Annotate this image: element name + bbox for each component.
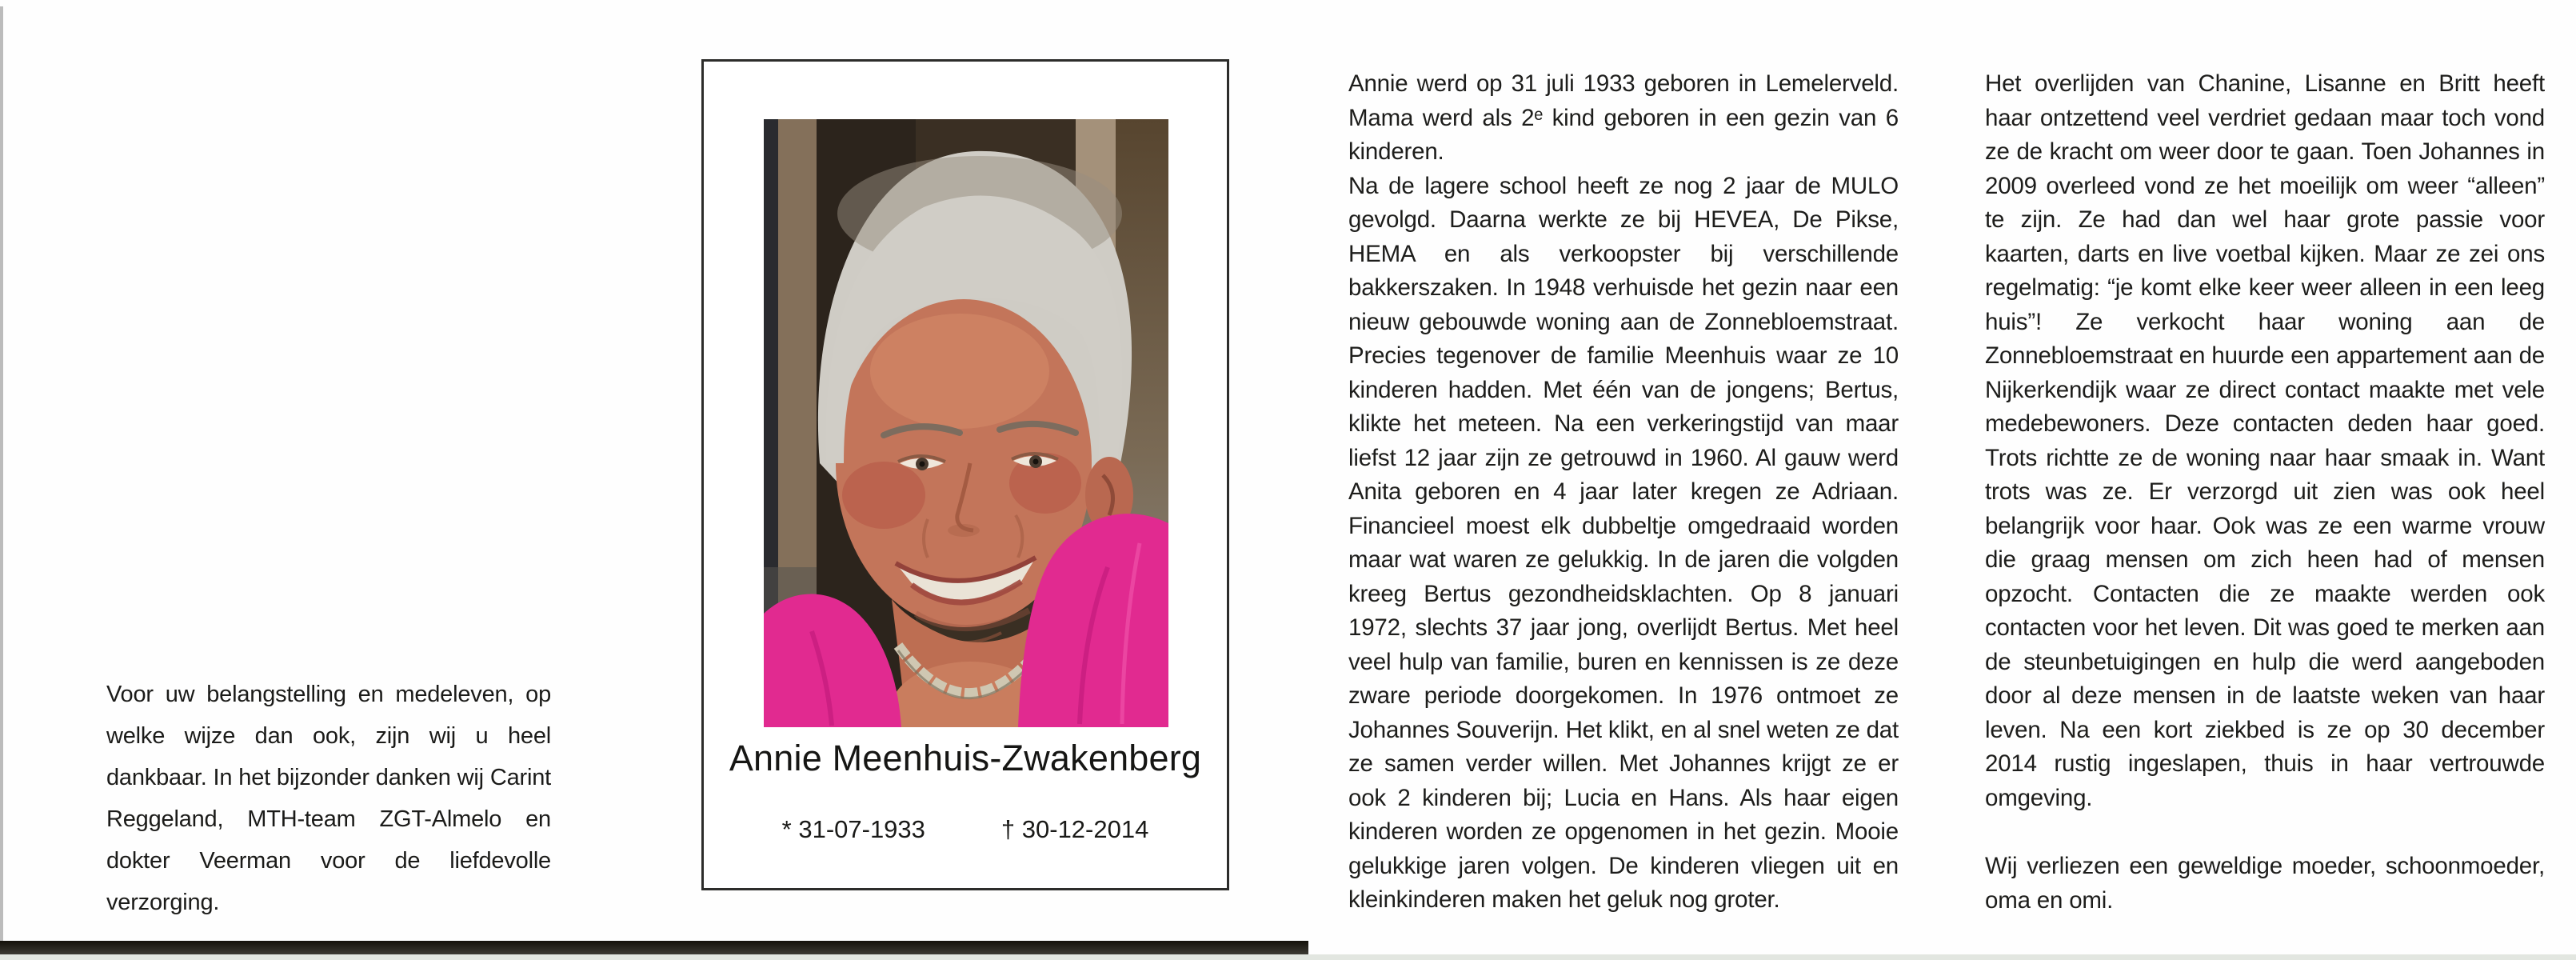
scan-bottom-edge [0, 941, 1308, 954]
scan-bottom-shadow [0, 954, 2576, 960]
life-dates [704, 815, 1227, 844]
life-story-paragraph: Het overlijden van Chanine, Lisanne en Britt heeft haar ontzettend veel verdriet gedaan maar toch vond ze de kracht om weer door te gaan. Toen Johannes in 2009 overleed vond ze het moeilijk om weer “alleen” te zijn. Ze had dan wel haar grote passie voor kaarten, darts en live voetbal kijken. Maar ze zei ons regelmatig: “je komt elke keer weer alleen in een leeg huis”! Ze verkocht haar woning aan de Zonnebloemstraat en huurde een appartement aan de Nijkerkendijk waar ze direct contact maakte met vele medebewoners. Deze contacten deden haar goed. Trots richtte ze de woning naar haar smaak in. Want trots was ze. Er verzorgd uit zien was ook heel belangrijk voor haar. Ook was ze een warme vrouw die graag mensen om zich heen had of mensen opzocht. Contacten die ze maakte werden ook contacten voor het leven. Dit was goed te merken aan de steunbetuigingen en hulp die werd aangeboden door al deze mensen in de laatste weken van haar leven. Na een kort ziekbed is ze op 30 december 2014 rustig ingeslapen, thuis in haar vertrouwde omgeving. [1985, 70, 2545, 811]
deceased-name: Annie Meenhuis-Zwakenberg [729, 738, 1202, 778]
life-story-column-1 [1348, 67, 1899, 918]
death-date: † 30-12-2014 [1000, 815, 1149, 843]
closing-line: Wij verliezen een geweldige moeder, schoonmoeder, oma en omi. [1985, 853, 2545, 914]
memorial-card-front [701, 59, 1229, 890]
life-story-paragraph: Na de lagere school heeft ze nog 2 jaar de MULO gevolgd. Daarna werkte ze bij HEVEA, De Pikse, HEMA en als verkoopster bij verschillende bakkerszaken. In 1948 verhuisde het gezin naar een nieuw gebouwde woning aan de Zonnebloemstraat. Precies tegenover de familie Meenhuis waar ze 10 kinderen hadden. Met één van de jongens; Bertus, klikte het meteen. Na een verkeringstijd van maar liefst 12 jaar zijn ze getrouwd in 1960. Al gauw werd Anita geboren en 4 jaar later kregen ze Adriaan. Financieel moest elk dubbeltje omgedraaid worden maar wat waren ze gelukkig. In de jaren die volgden kreeg Bertus gezondheidsklachten. Op 8 januari 1972, slechts 37 jaar jong, overlijdt Bertus. Met heel veel hulp van familie, buren en kennissen is ze deze zware periode doorgekomen. In 1976 ontmoet ze Johannes Souverijn. Het klikt, en al snel weten ze dat ze samen verder willen. Met Johannes krijgt ze er ook 2 kinderen bij; Lucia en Hans. Als haar eigen kinderen worden ze opgenomen in het gezin. Mooie gelukkige jaren volgen. De kinderen vliegen uit en kleinkinderen maken het geluk nog groter. [1348, 172, 1899, 913]
acknowledgement-text: Voor uw belangstelling en medeleven, op welke wijze dan ook, zijn wij u heel dankbaar. In het bijzonder danken wij Carint Reggeland, MTH-team ZGT-Almelo en dokter Veerman voor de liefdevolle verzorging. [106, 682, 551, 915]
scan-left-edge [0, 6, 3, 941]
life-story-column-2 [1985, 67, 2545, 918]
life-story-paragraph: Annie werd op 31 juli 1933 geboren in Lemelerveld. Mama werd als 2ᵉ kind geboren in een gezin van 6 kinderen. [1348, 70, 1899, 165]
birth-date: * 31-07-1933 [781, 815, 925, 843]
portrait-photo [764, 119, 1168, 727]
